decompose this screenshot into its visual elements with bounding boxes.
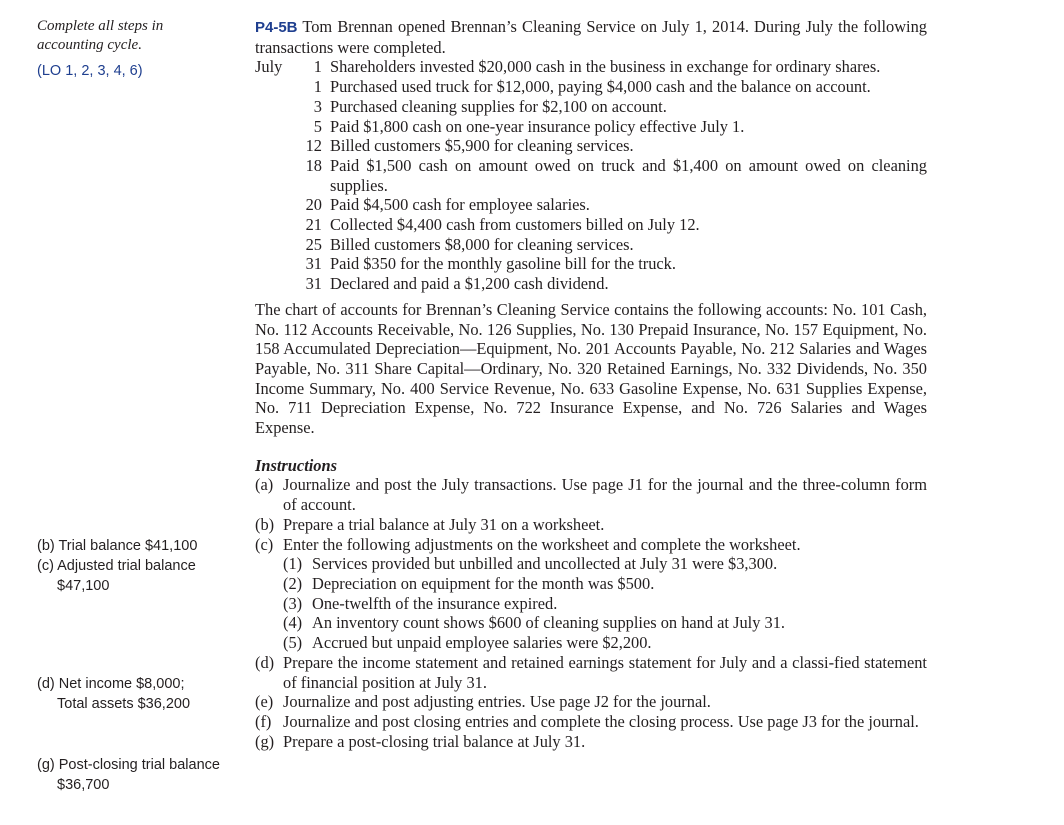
- transaction-month: [255, 97, 297, 117]
- instruction-item: [255, 535, 927, 555]
- check-figure-d: [37, 675, 190, 714]
- transaction-month: [255, 254, 297, 274]
- transaction-day: 31: [305, 274, 322, 294]
- instruction-item: [255, 712, 927, 732]
- adjustment-item: [255, 633, 927, 653]
- check-figure-text: (g) Post-closing trial balance: [37, 757, 220, 773]
- problem-intro: [255, 17, 927, 57]
- check-figure-text: (b) Trial balance $41,100: [37, 538, 198, 554]
- instruction-item: [255, 692, 927, 712]
- instruction-item-label: (g): [255, 731, 275, 751]
- transaction-row: [255, 195, 927, 215]
- chart-of-accounts: The chart of accounts for Brennan’s Cleaning Service contains the following accounts: No. 101 Cash, No. 112 Accounts Receivable, No. 126 Supplies, No. 130 Prepaid Insurance, No. 157 Equipment, No. 158 Accumulated Depreciation—Equipment, No. 201 Accounts Payable, No. 212 Salaries and Wages Payable, No. 311 Share Capital—Ordinary, No. 320 Retained Earnings, No. 332 Dividends, No. 350 Income Summary, No. 400 Service Revenue, No. 633 Gasoline Expense, No. 631 Supplies Expense, No. 711 Depreciation Expense, No. 722 Insurance Expense, and No. 726 Salaries and Wages Expense.: [255, 299, 927, 438]
- transaction-row: [255, 156, 927, 195]
- instruction-item-label: (e): [255, 692, 274, 712]
- check-figure-text: Total assets $36,200: [57, 695, 191, 712]
- adjustment-item: [255, 554, 927, 574]
- instruction-item-text: Enter the following adjustments on the worksheet and complete the worksheet.: [283, 534, 801, 554]
- adjustment-item-text: Accrued but unpaid employee salaries were $2,200.: [312, 633, 652, 653]
- transaction-month: [255, 235, 297, 255]
- transaction-day: 31: [305, 254, 322, 274]
- adjustment-item: [255, 574, 927, 594]
- problem-intro-text: Tom Brennan opened Brennan’s Cleaning Service on July 1, 2014. During July the following transactions were completed.: [255, 17, 927, 57]
- instruction-item: [255, 515, 927, 535]
- transaction-month: [255, 274, 297, 294]
- transaction-day: 5: [313, 116, 322, 136]
- transaction-row: [255, 254, 927, 274]
- instructions-list: [255, 475, 927, 554]
- instruction-item-text: Journalize and post the July transactions. Use page J1 for the journal and the three-column form of account.: [283, 475, 927, 515]
- adjustments-list: [255, 554, 927, 653]
- check-figure-text: (d) Net income $8,000;: [37, 676, 185, 692]
- instructions-heading: Instructions: [255, 455, 337, 475]
- adjustment-item-label: (5): [283, 633, 303, 653]
- transaction-month: July: [255, 57, 283, 77]
- transaction-description: Declared and paid a $1,200 cash dividend.: [330, 274, 609, 294]
- transaction-day: 3: [313, 96, 322, 116]
- transaction-row: [255, 77, 927, 97]
- instruction-item-label: (b): [255, 514, 275, 534]
- transaction-description: Paid $350 for the monthly gasoline bill for the truck.: [330, 254, 676, 274]
- transaction-month: [255, 117, 297, 137]
- transaction-description: Billed customers $5,900 for cleaning services.: [330, 136, 634, 156]
- transaction-row: [255, 97, 927, 117]
- check-figure-text: (c) Adjusted trial balance: [37, 558, 196, 574]
- transaction-month: [255, 215, 297, 235]
- transaction-description: Shareholders invested $20,000 cash in the business in exchange for ordinary shares.: [330, 57, 881, 77]
- transaction-row: [255, 136, 927, 156]
- transaction-description: Purchased used truck for $12,000, paying $4,000 cash and the balance on account.: [330, 77, 871, 97]
- transaction-description: Collected $4,400 cash from customers billed on July 12.: [330, 215, 700, 235]
- check-figure-g: [37, 756, 220, 795]
- check-figure-text: $47,100: [57, 577, 110, 594]
- instruction-item-text: Prepare the income statement and retained earnings statement for July and a classi-fied statement of financial position at July 31.: [283, 652, 927, 692]
- transaction-month: [255, 77, 297, 97]
- transaction-description: Paid $4,500 cash for employee salaries.: [330, 195, 590, 215]
- margin-note-steps: [37, 17, 163, 55]
- transaction-description: Billed customers $8,000 for cleaning services.: [330, 234, 634, 254]
- check-figure-c: [37, 557, 196, 596]
- transaction-day: 21: [305, 215, 322, 235]
- transaction-row: [255, 235, 927, 255]
- instruction-item-label: (f): [255, 711, 272, 731]
- adjustment-item-text: One-twelfth of the insurance expired.: [312, 593, 558, 613]
- transaction-description: Purchased cleaning supplies for $2,100 on account.: [330, 96, 667, 116]
- transaction-row: [255, 215, 927, 235]
- instruction-item-label: (a): [255, 475, 274, 495]
- transaction-row: [255, 274, 927, 294]
- transaction-row: [255, 57, 927, 77]
- transaction-row: [255, 117, 927, 137]
- learning-objectives: (LO 1, 2, 3, 4, 6): [37, 63, 143, 79]
- adjustment-item-label: (4): [283, 613, 303, 633]
- adjustment-item-text: An inventory count shows $600 of cleaning supplies on hand at July 31.: [312, 613, 785, 633]
- adjustment-item-label: (2): [283, 573, 303, 593]
- margin-note-line: Complete all steps in: [37, 18, 164, 34]
- transaction-day: 1: [313, 57, 322, 77]
- instruction-item-text: Prepare a trial balance at July 31 on a worksheet.: [283, 514, 605, 534]
- adjustment-item-label: (1): [283, 554, 303, 574]
- transaction-day: 18: [305, 155, 322, 175]
- instruction-item-text: Journalize and post adjusting entries. Use page J2 for the journal.: [283, 692, 711, 712]
- transaction-day: 20: [305, 195, 322, 215]
- transaction-description: Paid $1,800 cash on one-year insurance policy effective July 1.: [330, 116, 745, 136]
- instruction-item: [255, 475, 927, 514]
- adjustment-item-text: Depreciation on equipment for the month was $500.: [312, 573, 655, 593]
- check-figure-text: $36,700: [57, 776, 110, 793]
- transaction-day: 1: [313, 77, 322, 97]
- transaction-month: [255, 136, 297, 156]
- problem-body: [255, 17, 927, 751]
- transaction-description: Paid $1,500 cash on amount owed on truck and $1,400 on amount owed on cleaning supplies.: [330, 155, 927, 195]
- instruction-item-label: (d): [255, 652, 275, 672]
- transaction-month: [255, 156, 297, 195]
- adjustment-item: [255, 594, 927, 614]
- instruction-item-label: (c): [255, 534, 274, 554]
- instruction-item: [255, 653, 927, 692]
- transaction-month: [255, 195, 297, 215]
- instruction-item-text: Journalize and post closing entries and complete the closing process. Use page J3 for the journal.: [283, 711, 919, 731]
- instruction-item-text: Prepare a post-closing trial balance at July 31.: [283, 731, 586, 751]
- transaction-day: 12: [305, 136, 322, 156]
- adjustment-item-label: (3): [283, 593, 303, 613]
- check-figure-b: [37, 537, 197, 557]
- transactions-table: [255, 57, 927, 293]
- transaction-day: 25: [305, 234, 322, 254]
- instruction-item: [255, 732, 927, 752]
- instructions-list-continued: [255, 653, 927, 752]
- adjustment-item: [255, 613, 927, 633]
- problem-number: P4-5B: [255, 19, 298, 36]
- adjustment-item-text: Services provided but unbilled and uncollected at July 31 were $3,300.: [312, 554, 778, 574]
- margin-note-line: accounting cycle.: [37, 37, 142, 53]
